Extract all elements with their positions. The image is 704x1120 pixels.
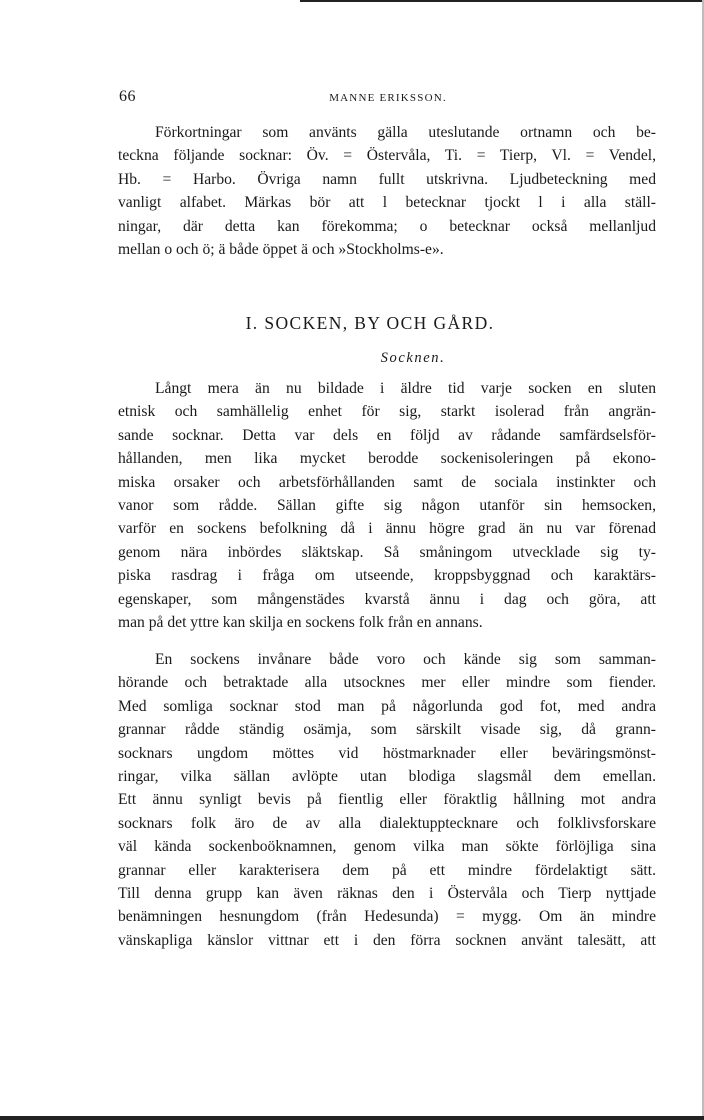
text-line: mellan o och ö; ä både öppet ä och »Stockholms-e».	[118, 240, 444, 258]
text-line: Långt mera än nu bildade i äldre tid varje socken en sluten	[155, 380, 656, 397]
text-line: grannar eller karakterisera dem på ett mindre fördelaktigt sätt.	[118, 861, 656, 879]
text-line: etnisk och samhällelig enhet för sig, starkt isolerad från angrän-	[118, 403, 656, 421]
text-line: man på det yttre kan skilja en sockens folk från en annans.	[118, 613, 483, 631]
text-line: ringar, vilka sällan avlöpte utan blodiga slagsmål dem emellan.	[118, 767, 656, 785]
text-line: genom nära inbördes släktskap. Så småningom utvecklade sig ty-	[118, 543, 656, 561]
text-line: teckna följande socknar: Öv. = Östervåla, Ti. = Tierp, Vl. = Vendel,	[118, 147, 656, 165]
body-paragraph-2	[118, 648, 656, 952]
text-line: En sockens invånare både voro och kände sig som samman-	[155, 651, 656, 668]
text-line: Med somliga socknar stod man på någorlunda god fot, med andra	[118, 697, 656, 715]
page-number: 66	[119, 88, 136, 105]
text-line: Till denna grupp kan även räknas den i Östervåla och Tierp nyttjade	[118, 884, 656, 902]
body-paragraph-1	[118, 377, 656, 634]
text-line: hållanden, men lika mycket berodde sockenisoleringen på ekono-	[118, 450, 656, 468]
top-edge-rule	[300, 0, 704, 2]
text-line: socknars ungdom möttes vid höstmarknader eller beväringsmönst-	[118, 744, 656, 762]
running-head	[0, 92, 704, 104]
text-line: piska rasdrag i fråga om utseende, kroppsbyggnad och karaktärs-	[118, 567, 656, 585]
text-line: egenskaper, som mångenstädes kvarstå ännu i dag och göra, att	[118, 590, 656, 608]
section-heading: I. SOCKEN, BY OCH GÅRD.	[245, 313, 495, 333]
text-line: vanligt alfabet. Märkas bör att l betecknar tjockt l i alla ställ-	[118, 194, 656, 212]
text-line: miska orsaker och arbetsförhållanden samt de sociala instinkter och	[118, 473, 656, 491]
text-line: grannar rådde ständig osämja, som särskilt visade sig, då grann-	[118, 721, 656, 739]
text-line: vänskapliga känslor vittnar ett i den förra socknen använt talesätt, att	[118, 931, 656, 949]
intro-paragraph	[118, 121, 656, 261]
text-line: varför en sockens befolkning då i ännu högre grad än nu var förenad	[118, 520, 656, 538]
text-line: väl kända sockenboöknamnen, genom vilka man sökte förlöjliga sina	[118, 838, 656, 856]
text-line: vanor som rådde. Sällan gifte sig någon utanför sin hemsocken,	[118, 496, 656, 514]
running-head-text: MANNE ERIKSSON.	[329, 92, 447, 104]
text-line: hörande och betraktade alla utsocknes mer eller mindre som fiender.	[118, 674, 656, 692]
bottom-edge-rule	[0, 1116, 704, 1120]
text-line: ningar, där detta kan förekomma; o betecknar också mellanljud	[118, 217, 656, 235]
section-subheading: Socknen.	[380, 350, 446, 366]
text-line: Förkortningar som använts gälla uteslutande ortnamn och be-	[155, 124, 656, 141]
text-line: Hb. = Harbo. Övriga namn fullt utskrivna. Ljudbeteckning med	[118, 170, 656, 188]
text-line: socknars folk äro de av alla dialektuppteckn​are och folklivsforskare	[118, 814, 656, 832]
text-line: Ett ännu synligt bevis på fientlig eller föraktlig hållning mot andra	[118, 791, 656, 809]
text-line: benämningen hesnungdom (från Hedesunda) = mygg. Om än mindre	[118, 908, 656, 926]
text-line: sande socknar. Detta var dels en följd av rådande samfärdselsför-	[118, 426, 656, 444]
